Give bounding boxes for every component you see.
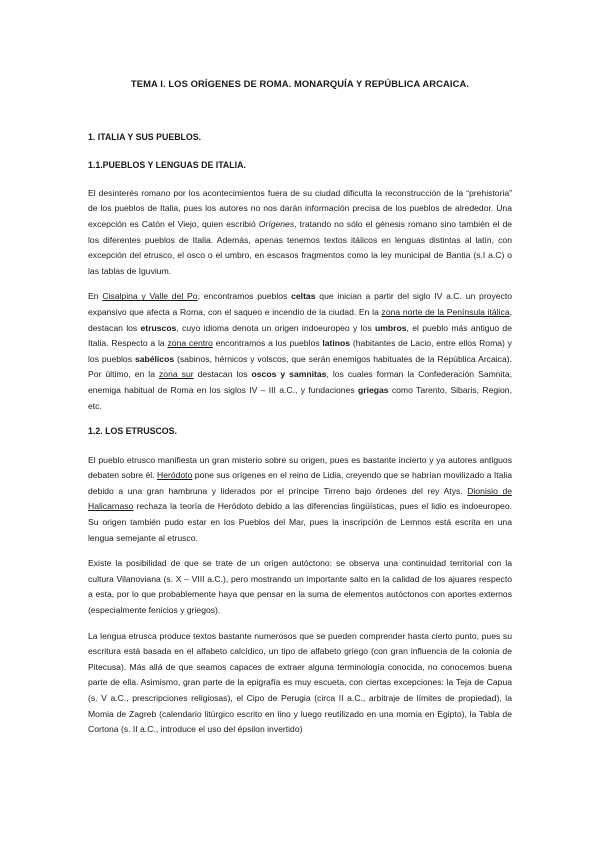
underlined-term: zona norte de la Península itálica (381, 306, 510, 317)
underlined-term: Cisalpina y Valle del Po (102, 291, 198, 302)
paragraph-etruscos-lengua: La lengua etrusca produce textos bastante numerosos que se pueden comprender hasta cierto punto, pues su escritura está basada en el alfabeto calcídico, un tipo de alfabeto griego (con gran influencia de la colonia de Pitecusa). Más allá de que seamos capaces de extraer alguna terminología conocida, no conocemos buena parte de ella. Asimismo, gran parte de la epigrafía es muy escueta, con ciertas excepciones: la Teja de Capua (s. V a.C., prescripciones religiosas), el Cipo de Perugia (circa II a.C., arbitraje de límites de propiedad), la Momia de Zagreb (calendario litúrgico escrito en lino y luego reutilizado en una momia en Egipto), la Tabla de Cortona (s. II a.C., introduce el uso del épsilon invertido) (88, 630, 512, 735)
underlined-term: zona sur (159, 369, 194, 380)
italic-origenes: Orígenes (258, 218, 295, 229)
paragraph-etruscos-origen: El pueblo etrusco manifiesta un gran misterio sobre su origen, pues es bastante incierto y ya autores antiguos debaten sobre él. Heródoto pone sus orígenes en el reino de Lidia, creyendo que se habrían movilizado a Italia debido a una gran hambruna y liderados por el príncipe Tirreno bajo órdenes del rey Atys. Dionisio de Halicarnaso rechaza la teoría de Heródoto debido a las diferencias lingüísticas, pues el lidio es indoeuropeo. Su origen también pudo estar en los Pueblos del Mar, pues la inscripción de Lemnos está escrita en una lengua semejante al etrusco. (88, 454, 513, 543)
section-heading-1: 1. ITALIA Y SUS PUEBLOS. (88, 131, 202, 142)
section-heading-1-1: 1.1.PUEBLOS Y LENGUAS DE ITALIA. (88, 160, 246, 171)
paragraph-pueblos-intro: El desinterés romano por los acontecimientos fuera de su ciudad dificulta la reconstrucción de la “prehistoria” de los pueblos de Italia, pues los autores no nos darán información precisa de los pueblos de alrededor. Una excepción es Catón el Viejo, quien escribió Orígenes, tratando no sólo el génesis romano sino también el de los diferentes pueblos de Italia. Además, apenas tenemos textos itálicos en lenguas distintas al latín, con excepción del etrusco, el osco o el umbro, en escasos fragmentos como la ley municipal de Bantia (s.I a.C) o las tablas de Iguvium. (88, 187, 512, 276)
underlined-term: zona centro (167, 338, 213, 349)
bold-term: latinos (322, 338, 351, 349)
bold-term: oscos y samnitas (251, 369, 327, 380)
bold-term: etruscos (140, 322, 177, 333)
bold-term: griegas (357, 384, 389, 395)
document-title: TEMA I. LOS ORÍGENES DE ROMA. MONARQUÍA Y REPÚBLICA ARCAICA. (130, 78, 470, 89)
paragraph-etruscos-autoctono: Existe la posibilidad de que se trate de un origen autóctono: se observa una continuidad territorial con la cultura Vilanoviana (s. X – VIII a.C.), pero mostrando un importante salto en la calidad de los ajuares respecto a esta, por lo que probablemente haya que pensar en la suma de elementos autóctonos con aportes externos (especialmente fenicios y griegos). (88, 558, 512, 616)
paragraph-pueblos-zonas: En Cisalpina y Valle del Po, encontramos pueblos celtas que inician a partir del siglo IV a.C. un proyecto expansivo que afecta a Roma, con el saqueo e incendio de la ciudad. En la zona norte de la Península itálica, destacan los etruscos, cuyo idioma denota un origen indoeuropeo y los umbros, el pueblo más antiguo de Italia. Respecto a la zona centro encontramos a los pueblos latinos (habitantes de Lacio, entre ellos Roma) y los pueblos sabélicos (sabinos, hérnicos y volscos, que serán enemigos habituales de la República Arcaica). Por último, en la zona sur destacan los oscos y samnitas, los cuales forman la Confederación Samnita, enemiga habitual de Roma en los siglos IV – III a.C., y fundaciones griegas como Tarento, Sibaris, Region, etc. (88, 291, 512, 411)
underlined-term: Heródoto (157, 470, 193, 481)
bold-term: sabélicos (134, 353, 175, 364)
bold-term: celtas (291, 291, 316, 302)
underlined-term: Dionisio de Halicarnaso (88, 485, 513, 512)
section-heading-1-2: 1.2. LOS ETRUSCOS. (88, 426, 177, 437)
bold-term: umbros (374, 322, 407, 333)
